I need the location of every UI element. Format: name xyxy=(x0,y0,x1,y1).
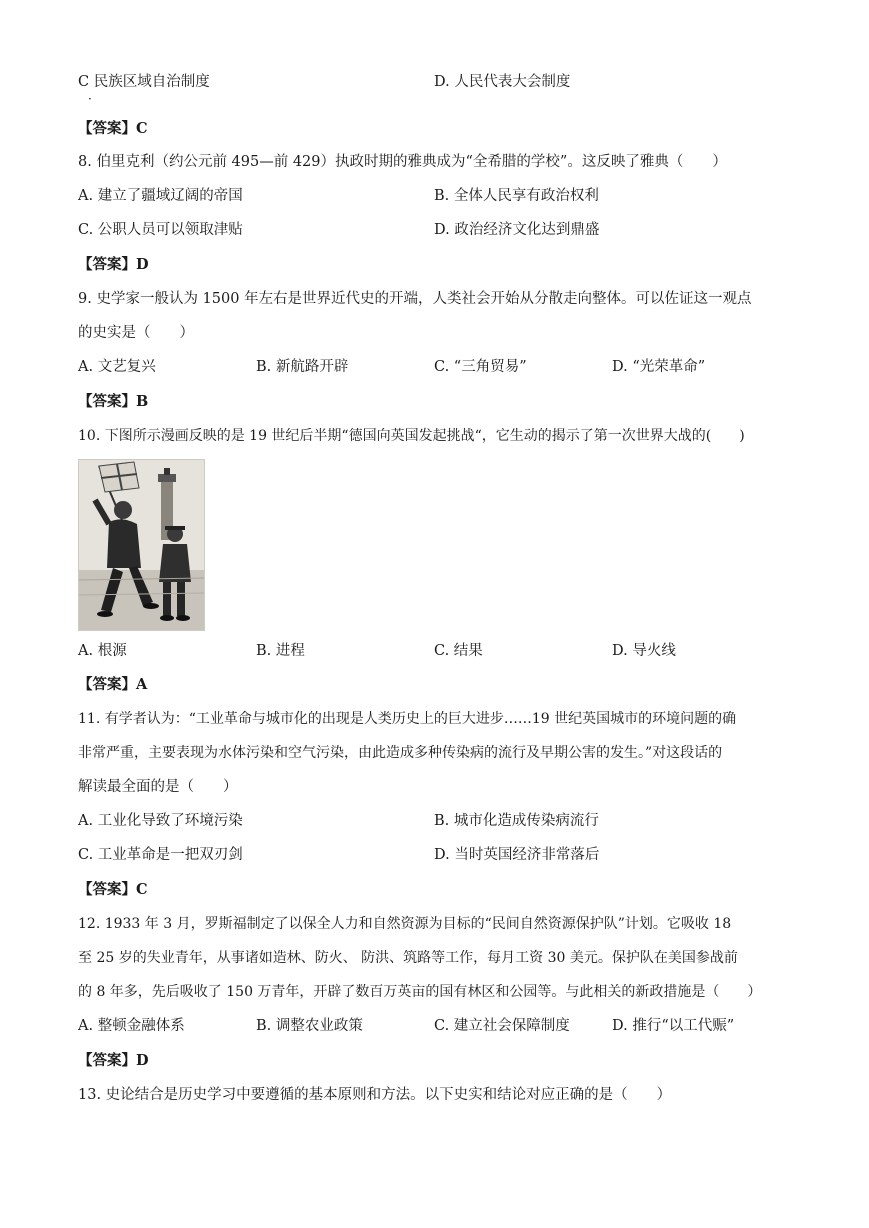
q7-option-c: C 民族区域自治制度 xyxy=(78,74,210,90)
q10-option-b: B. 进程 xyxy=(256,643,305,659)
q9-answer: 【答案】B xyxy=(78,393,149,410)
q12-option-a: A. 整顿金融体系 xyxy=(78,1018,185,1034)
q11-stem-line1: 11. 有学者认为：“工业革命与城市化的出现是人类历史上的巨大进步……19 世纪英国城市的环境问题的确 xyxy=(78,711,737,727)
q13-stem: 13. 史论结合是历史学习中要遵循的基本原则和方法。以下史实和结论对应正确的是（ ） xyxy=(78,1087,672,1103)
q8-option-c: C. 公职人员可以领取津贴 xyxy=(78,222,243,238)
q9-option-a: A. 文艺复兴 xyxy=(78,359,156,375)
q12-stem-line3: 的 8 年多，先后吸收了 150 万青年，开辟了数百万英亩的国有林区和公园等。与此相关的新政措施是（ ） xyxy=(78,984,762,1000)
q10-option-d: D. 导火线 xyxy=(612,643,676,659)
q9-option-c: C. “三角贸易” xyxy=(434,359,527,375)
q12-option-d: D. 推行“以工代赈” xyxy=(612,1018,735,1034)
decorative-dot: · xyxy=(88,92,92,106)
q12-option-c: C. 建立社会保障制度 xyxy=(434,1018,570,1034)
q8-option-b: B. 全体人民享有政治权利 xyxy=(434,188,599,204)
q10-option-a: A. 根源 xyxy=(78,643,127,659)
q11-option-a: A. 工业化导致了环境污染 xyxy=(78,813,243,829)
q12-stem-line1: 12. 1933 年 3 月，罗斯福制定了以保全人力和自然资源为目标的“民间自然资源保护队”计划。它吸收 18 xyxy=(78,916,732,932)
q8-option-a: A. 建立了疆域辽阔的帝国 xyxy=(78,188,243,204)
q12-option-b: B. 调整农业政策 xyxy=(256,1018,363,1034)
q11-option-b: B. 城市化造成传染病流行 xyxy=(434,813,599,829)
q11-option-c: C. 工业革命是一把双刃剑 xyxy=(78,847,243,863)
q8-option-d: D. 政治经济文化达到鼎盛 xyxy=(434,222,600,238)
cartoon-image xyxy=(78,459,205,631)
q11-stem-line3: 解读最全面的是（ ） xyxy=(78,779,238,795)
q7-option-d: D. 人民代表大会制度 xyxy=(434,74,571,90)
q11-stem-line2: 非常严重，主要表现为水体污染和空气污染，由此造成多种传染病的流行及早期公害的发生。”对这段话的 xyxy=(78,745,723,761)
q10-answer: 【答案】A xyxy=(78,676,148,693)
q12-stem-line2: 至 25 岁的失业青年，从事诸如造林、防火、 防洪、筑路等工作，每月工资 30 美元。保护队在美国参战前 xyxy=(78,950,738,966)
q11-option-d: D. 当时英国经济非常落后 xyxy=(434,847,600,863)
q8-answer: 【答案】D xyxy=(78,256,149,273)
q11-answer: 【答案】C xyxy=(78,881,148,898)
q7-answer: 【答案】C xyxy=(78,120,148,137)
q9-option-b: B. 新航路开辟 xyxy=(256,359,349,375)
q9-stem-line2: 的史实是（ ） xyxy=(78,325,194,341)
q9-option-d: D. “光荣革命” xyxy=(612,359,706,375)
q12-answer: 【答案】D xyxy=(78,1052,149,1069)
q9-stem-line1: 9. 史学家一般认为 1500 年左右是世界近代史的开端，人类社会开始从分散走向整体。可以佐证这一观点 xyxy=(78,291,752,307)
q8-stem: 8. 伯里克利（约公元前 495—前 429）执政时期的雅典成为“全希腊的学校”。这反映了雅典（ ） xyxy=(78,154,727,170)
q10-option-c: C. 结果 xyxy=(434,643,483,659)
q10-stem: 10. 下图所示漫画反映的是 19 世纪后半期“德国向英国发起挑战“，它生动的揭示了第一次世界大战的( ) xyxy=(78,428,745,444)
